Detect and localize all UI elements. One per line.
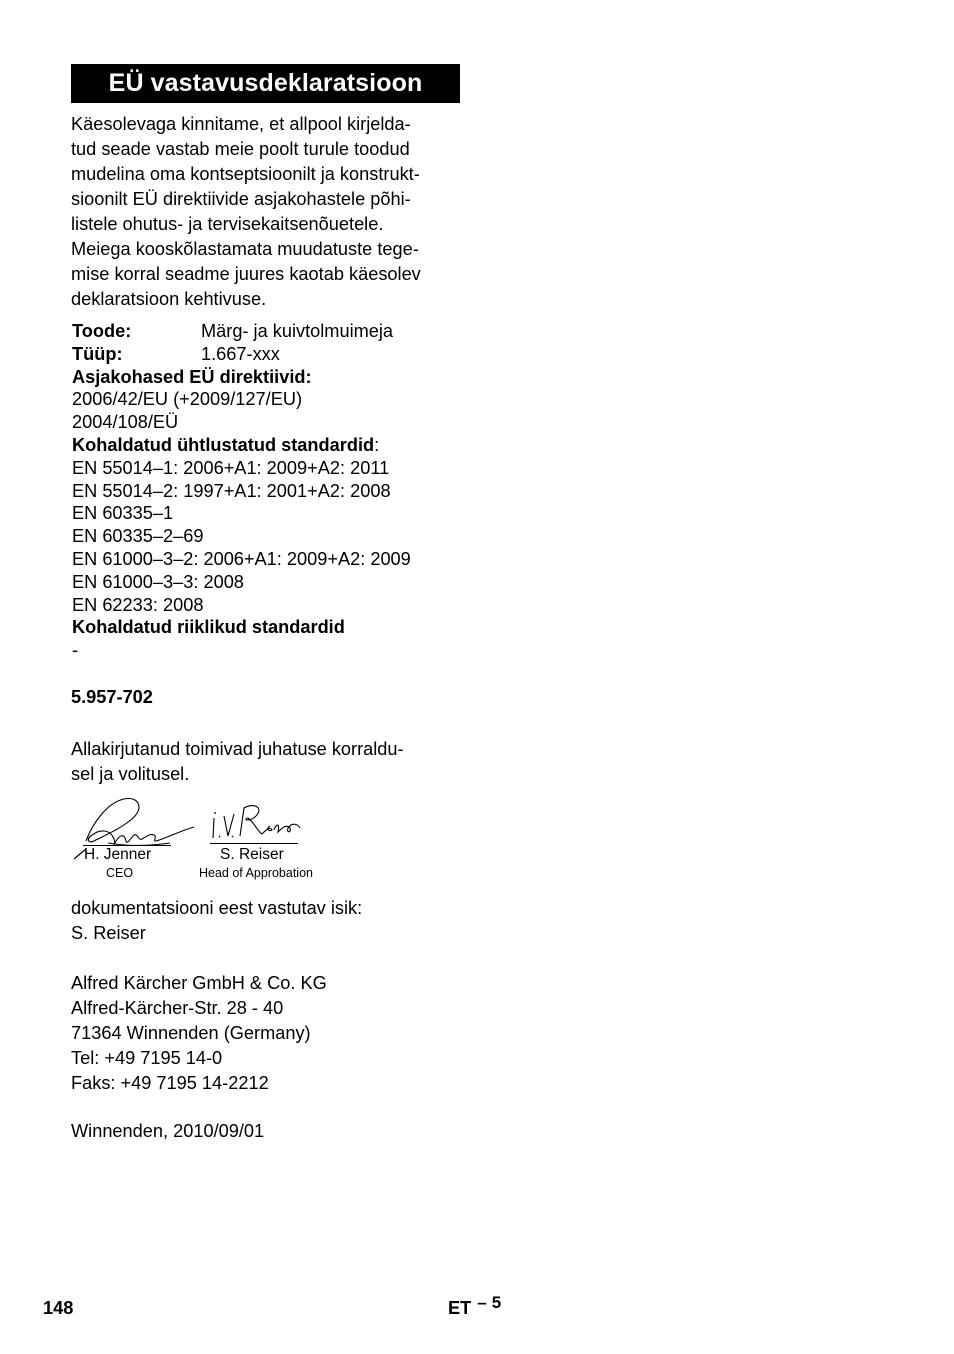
address-line: Alfred-Kärcher-Str. 28 - 40: [71, 998, 284, 1018]
standard-item: EN 60335–1: [72, 503, 174, 524]
intro-line: listele ohutus- ja tervisekaitsenõuetele.: [71, 214, 384, 234]
part-number: 5.957-702: [71, 687, 153, 707]
type-label: Tüüp:: [72, 343, 123, 364]
directives-heading: Asjakohased EÜ direktiivid:: [72, 366, 312, 387]
documentation-responsible: [71, 896, 362, 946]
page-number: 148: [43, 1298, 74, 1318]
intro-paragraph: [71, 112, 463, 312]
signatory-name: S. Reiser: [220, 846, 284, 863]
type-value: 1.667-xxx: [201, 343, 280, 364]
standard-item: EN 60335–2–69: [72, 526, 204, 547]
language-code: ET: [448, 1298, 472, 1318]
standard-item: EN 61000–3–2: 2006+A1: 2009+A2: 2009: [72, 548, 411, 569]
harmonized-heading: Kohaldatud ühtlustatud standardid: [72, 434, 375, 455]
signatory-role: Head of Approbation: [199, 866, 313, 880]
company-address: [71, 971, 327, 1096]
directive-item: 2006/42/EU (+2009/127/EU): [72, 389, 303, 410]
documentation-label: dokumentatsiooni eest vastutav isik:: [71, 898, 363, 918]
national-value: -: [72, 640, 79, 661]
harmonized-colon: :: [374, 434, 380, 455]
intro-line: tud seade vastab meie poolt turule toodud: [71, 139, 410, 159]
directive-item: 2004/108/EÜ: [72, 412, 179, 433]
signatory-name: H. Jenner: [84, 846, 152, 863]
place-and-date: Winnenden, 2010/09/01: [71, 1121, 265, 1141]
signatory-role: CEO: [106, 866, 134, 880]
address-line: Faks: +49 7195 14-2212: [71, 1073, 269, 1093]
page-title: EÜ vastavusdeklaratsioon: [71, 64, 460, 103]
product-row: [72, 320, 472, 343]
standard-item: EN 55014–1: 2006+A1: 2009+A2: 2011: [72, 457, 390, 478]
harmonized-heading-row: [72, 434, 472, 457]
national-heading: Kohaldatud riiklikud standardid: [72, 617, 345, 638]
footer-language-section: [448, 1293, 502, 1319]
type-row: [72, 343, 472, 366]
intro-line: sioonilt EÜ direktiivide asjakohastele põhi-: [71, 189, 411, 209]
address-line: Alfred Kärcher GmbH & Co. KG: [71, 973, 327, 993]
intro-line: deklaratsioon kehtivuse.: [71, 289, 267, 309]
intro-line: mudelina oma kontseptsioonilt ja konstrukt-: [71, 164, 420, 184]
footer-dash: –: [477, 1293, 487, 1312]
intro-line: Meiega kooskõlastamata muudatuste tege-: [71, 239, 419, 259]
address-line: 71364 Winnenden (Germany): [71, 1023, 311, 1043]
section-number: 5: [491, 1293, 502, 1312]
intro-line: Käesolevaga kinnitame, et allpool kirjelda-: [71, 114, 411, 134]
product-label: Toode:: [72, 321, 132, 341]
authority-line: sel ja volitusel.: [71, 764, 190, 784]
documentation-person: S. Reiser: [71, 923, 146, 943]
intro-line: mise korral seadme juures kaotab käesolev: [71, 264, 421, 284]
signature-line-reiser: [210, 843, 298, 844]
standard-item: EN 61000–3–3: 2008: [72, 571, 244, 592]
authority-line: Allakirjutanud toimivad juhatuse korraldu-: [71, 739, 404, 759]
signature-reiser-image: [210, 800, 305, 842]
product-value: Märg- ja kuivtolmuimeja: [201, 321, 394, 341]
spec-block: [72, 320, 472, 662]
standard-item: EN 55014–2: 1997+A1: 2001+A2: 2008: [72, 480, 391, 501]
authority-paragraph: [71, 737, 404, 787]
standard-item: EN 62233: 2008: [72, 594, 204, 615]
address-line: Tel: +49 7195 14-0: [71, 1048, 223, 1068]
